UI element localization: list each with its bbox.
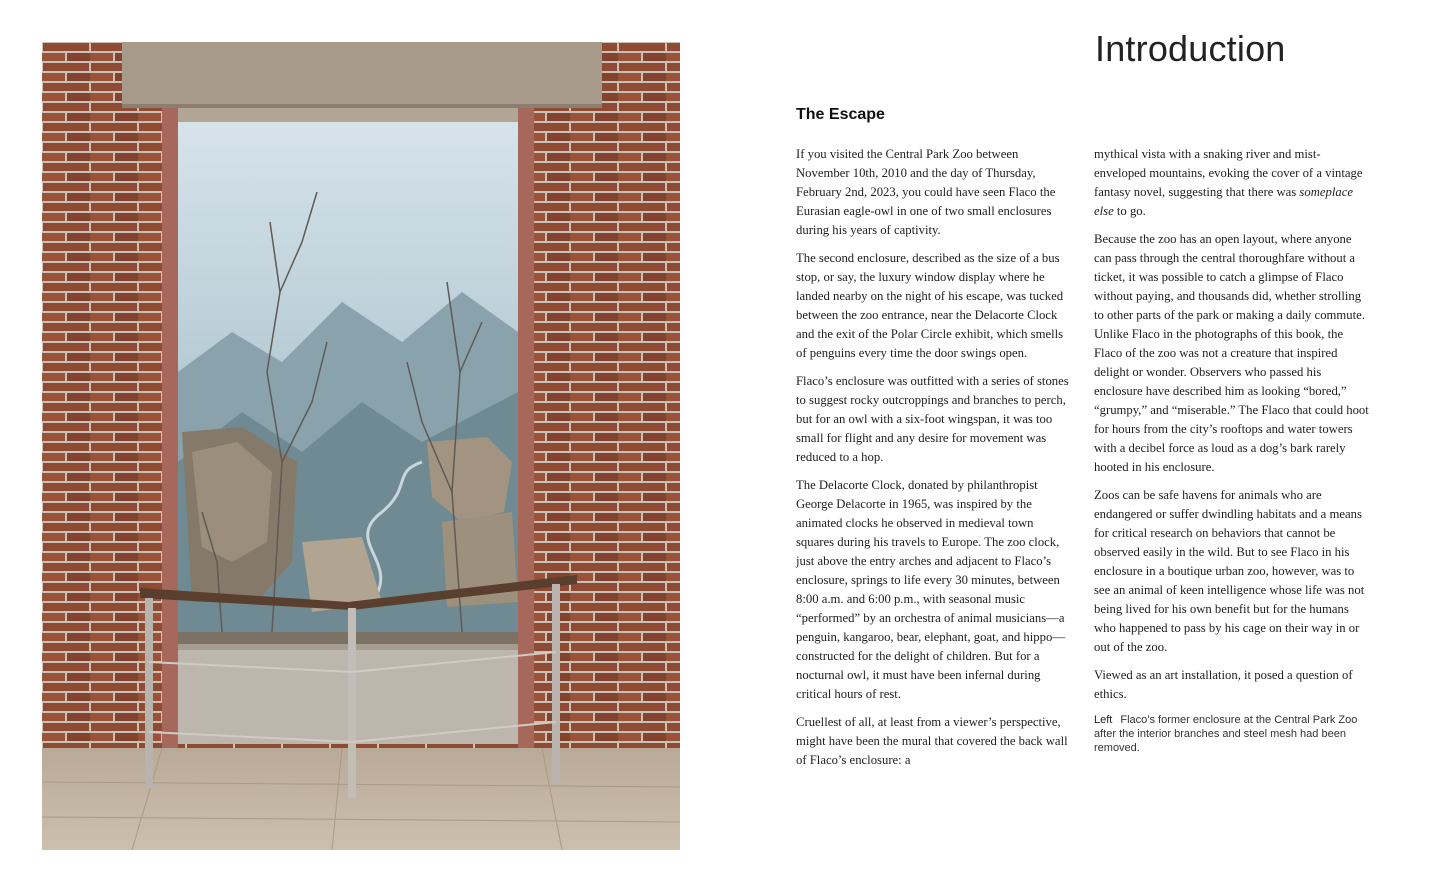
text-column-left — [796, 145, 1071, 779]
paragraph-text: to go. — [1113, 204, 1146, 218]
paragraph-text: mythical vista with a snaking river and mist-enveloped mountains, evoking the cover of a vintage fantasy novel, suggesting that there was — [1094, 147, 1363, 199]
enclosure-photo — [42, 42, 680, 850]
paragraph: If you visited the Central Park Zoo between November 10th, 2010 and the day of Thursday, February 2nd, 2023, you could have seen Flaco the Eurasian eagle-owl in one of two small enclosures during his years of captivity. — [796, 147, 1056, 237]
paragraph: Viewed as an art installation, it posed a question of ethics. — [1094, 668, 1353, 701]
caption-text: Flaco’s former enclosure at the Central Park Zoo after the interior branches and steel mesh had been removed. — [1094, 714, 1358, 754]
paragraph — [1094, 145, 1369, 221]
photo-caption — [1094, 713, 1369, 755]
paragraph: The Delacorte Clock, donated by philanthropist George Delacorte in 1965, was inspired by the animated clocks he observed in medieval town squares during his travels to Europe. The zoo clock, just above the entry arches and adjacent to Flaco’s enclosure, springs to life every 30 minutes, between 8:00 a.m. and 6:00 p.m., with seasonal music “performed” by an orchestra of animal musicians—a penguin, kangaroo, bear, elephant, goat, and hippo—constructed for the delight of children. But for a nocturnal owl, it must have been infernal during critical hours of rest. — [796, 478, 1066, 701]
text-column-right — [1094, 145, 1369, 755]
paragraph: Flaco’s enclosure was outfitted with a series of stones to suggest rocky outcroppings and branches to perch, but for an owl with a six-foot wingspan, it was too small for flight and any desire for movement was reduced to a hop. — [796, 374, 1069, 464]
emphasis-text: someplace else — [1094, 185, 1353, 218]
paragraph: Cruellest of all, at least from a viewer’s perspective, might have been the mural that covered the back wall of Flaco’s enclosure: a — [796, 715, 1068, 767]
page-title: Introduction — [1095, 28, 1286, 69]
caption-label: Left — [1094, 714, 1113, 726]
section-heading: The Escape — [796, 106, 885, 123]
paragraph: Zoos can be safe havens for animals who are endangered or suffer dwindling habitats and a means for critical research on behaviors that cannot be observed easily in the wild. But to see Flaco in his enclosure in a boutique urban zoo, however, was to see an animal of keen intelligence whose life was not being lived for his own benefit but for the humans who happened to pass by his cage on their way in or out of the zoo. — [1094, 488, 1365, 654]
paragraph: The second enclosure, described as the size of a bus stop, or say, the luxury window display where he landed nearby on the night of his escape, was tucked between the zoo entrance, near the Delacorte Clock and the exit of the Polar Circle exhibit, which smells of penguins every time the door swings open. — [796, 251, 1064, 360]
paragraph: Because the zoo has an open layout, where anyone can pass through the central thoroughfare without a ticket, it was possible to catch a glimpse of Flaco without paying, and thousands did, whether strolling to other parts of the park or making a daily commute. Unlike Flaco in the photographs of this book, the Flaco of the zoo was not a creature that inspired delight or wonder. Observers who passed his enclosure have described him as looking “bored,” “grumpy,” and “miserable.” The Flaco that could hoot for hours from the city’s rooftops and water towers with a decibel force as loud as a dog’s bark rarely hooted in his enclosure. — [1094, 232, 1369, 474]
